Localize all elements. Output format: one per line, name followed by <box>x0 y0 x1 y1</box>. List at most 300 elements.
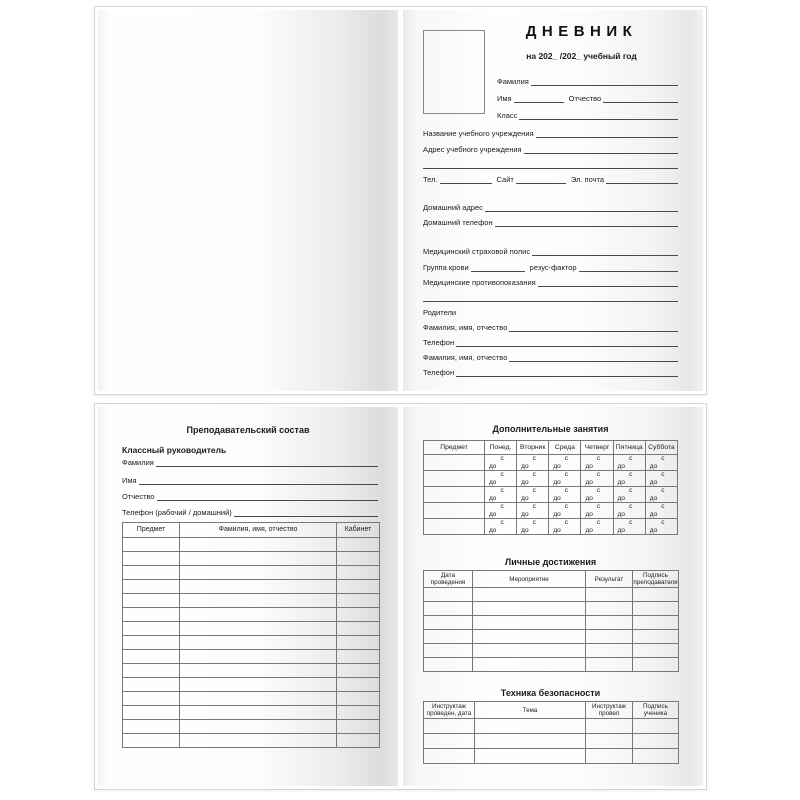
to-label: до <box>617 462 626 470</box>
empty-cell <box>337 636 380 650</box>
time-cell <box>517 503 549 519</box>
empty-cell <box>337 594 380 608</box>
time-cell <box>581 519 613 535</box>
empty-cell <box>633 734 679 749</box>
fill-line <box>536 128 678 138</box>
achievements-table <box>423 570 679 672</box>
time-cell <box>549 455 581 471</box>
column-header: Инструктаж проведен, дата <box>424 702 475 719</box>
empty-cell <box>123 566 180 580</box>
safety-header-row <box>424 702 679 719</box>
column-header: Мероприятие <box>473 571 586 588</box>
teacher-row <box>123 538 380 552</box>
to-label: до <box>489 494 497 502</box>
empty-cell <box>180 678 337 692</box>
field-med-policy <box>423 246 678 256</box>
field-teacher-patronymic <box>122 491 378 501</box>
home-address-label: Домашний адрес <box>423 203 483 212</box>
to-label: до <box>649 494 658 502</box>
teacher-row <box>123 622 380 636</box>
from-label: с <box>661 487 665 495</box>
phone-label: Телефон <box>423 368 455 377</box>
lesson-time-row <box>424 519 678 535</box>
empty-cell <box>337 622 380 636</box>
lesson-time-row <box>424 455 678 471</box>
field-parent1-name <box>423 322 678 332</box>
empty-cell <box>586 719 633 734</box>
empty-cell <box>180 608 337 622</box>
field-teacher-name <box>122 475 378 485</box>
to-label: до <box>521 462 529 470</box>
empty-cell <box>633 616 679 630</box>
additional-lessons-title: Дополнительные занятия <box>492 424 609 434</box>
spread-teachers-extra <box>94 403 707 790</box>
empty-cell <box>424 503 485 519</box>
to-label: до <box>649 462 658 470</box>
empty-cell <box>633 719 679 734</box>
empty-cell <box>180 566 337 580</box>
empty-cell <box>123 552 180 566</box>
empty-cell <box>475 719 586 734</box>
teacher-row <box>123 720 380 734</box>
empty-cell <box>180 650 337 664</box>
time-cell <box>517 487 549 503</box>
to-label: до <box>521 510 529 518</box>
empty-cell <box>424 630 473 644</box>
teacher-row <box>123 608 380 622</box>
to-label: до <box>617 510 626 518</box>
safety-title: Техника безопасности <box>500 688 601 698</box>
to-label: до <box>553 510 561 518</box>
time-cell <box>485 503 517 519</box>
to-label: до <box>521 526 529 534</box>
patronymic-label: Отчество <box>122 492 155 501</box>
fill-line <box>606 174 678 184</box>
time-cell <box>549 503 581 519</box>
field-surname <box>497 76 678 86</box>
column-header: Среда <box>549 441 581 455</box>
from-label: с <box>532 519 536 527</box>
email-label: Эл. почта <box>570 175 605 184</box>
from-label: с <box>629 503 633 511</box>
safety-row <box>424 719 679 734</box>
to-label: до <box>521 494 529 502</box>
time-cell <box>549 471 581 487</box>
from-label: с <box>596 519 601 527</box>
field-blood-group <box>423 262 678 272</box>
fill-line <box>440 174 492 184</box>
from-label: с <box>596 503 601 511</box>
safety-row <box>424 734 679 749</box>
empty-cell <box>180 720 337 734</box>
time-cell <box>581 455 613 471</box>
empty-cell <box>424 487 485 503</box>
empty-cell <box>586 644 633 658</box>
fill-line <box>532 246 678 256</box>
grade-label: Класс <box>497 111 518 120</box>
teacher-row <box>123 734 380 748</box>
empty-cell <box>337 664 380 678</box>
empty-cell <box>586 630 633 644</box>
teacher-row <box>123 664 380 678</box>
empty-cell <box>180 636 337 650</box>
empty-cell <box>337 706 380 720</box>
field-teacher-phone <box>122 507 378 517</box>
teacher-row <box>123 636 380 650</box>
time-cell <box>485 487 517 503</box>
diary-subtitle: на 202_ /202_ учебный год <box>526 51 637 61</box>
teachers-page <box>98 407 398 786</box>
from-label: с <box>629 455 633 463</box>
fill-line <box>456 337 678 347</box>
column-header: Вторник <box>517 441 549 455</box>
column-header: Результат <box>586 571 633 588</box>
rh-factor-label: резус-фактор <box>529 263 577 272</box>
to-label: до <box>585 526 593 534</box>
teachers-table-header-row <box>123 523 380 538</box>
surname-label: Фамилия <box>497 77 529 86</box>
to-label: до <box>521 478 529 486</box>
empty-cell <box>424 719 475 734</box>
parent-name-label: Фамилия, имя, отчество <box>423 323 508 332</box>
empty-cell <box>586 602 633 616</box>
safety-row <box>424 749 679 764</box>
column-header: Понед. <box>485 441 517 455</box>
from-label: с <box>564 519 569 527</box>
fill-line <box>538 277 678 287</box>
empty-cell <box>337 566 380 580</box>
photo-placeholder-box <box>423 30 485 114</box>
field-tel-site-email <box>423 174 678 184</box>
field-school-name <box>423 128 678 138</box>
to-label: до <box>649 526 658 534</box>
empty-cell <box>473 644 586 658</box>
site-label: Сайт <box>496 175 514 184</box>
time-cell <box>645 519 677 535</box>
empty-cell <box>123 594 180 608</box>
teacher-row <box>123 678 380 692</box>
time-cell <box>517 519 549 535</box>
parents-label: Родители <box>423 308 457 317</box>
med-contra-label: Медицинские противопоказания <box>423 278 536 287</box>
to-label: до <box>585 510 593 518</box>
empty-cell <box>337 678 380 692</box>
empty-cell <box>633 588 679 602</box>
field-home-address <box>423 202 678 212</box>
tel-label: Тел. <box>423 175 438 184</box>
empty-cell <box>337 608 380 622</box>
from-label: с <box>596 487 601 495</box>
teacher-row <box>123 706 380 720</box>
field-teacher-surname <box>122 457 378 467</box>
safety-table <box>423 701 679 764</box>
surname-label: Фамилия <box>122 458 154 467</box>
to-label: до <box>617 494 626 502</box>
column-header: Фамилия, имя, отчество <box>180 523 337 538</box>
spread-title <box>94 6 707 395</box>
teacher-row <box>123 566 380 580</box>
field-school-address-line2 <box>423 159 678 169</box>
empty-cell <box>123 706 180 720</box>
achievements-header-row <box>424 571 679 588</box>
empty-cell <box>424 602 473 616</box>
time-cell <box>485 471 517 487</box>
achievement-row <box>424 616 679 630</box>
from-label: с <box>532 471 536 479</box>
empty-cell <box>180 580 337 594</box>
empty-cell <box>633 602 679 616</box>
fill-line <box>485 202 678 212</box>
teachers-table <box>122 522 380 748</box>
fill-line <box>156 457 378 467</box>
empty-cell <box>337 538 380 552</box>
to-label: до <box>489 510 497 518</box>
time-cell <box>549 487 581 503</box>
field-name-patronymic <box>497 93 678 103</box>
time-cell <box>645 455 677 471</box>
column-header: Кабинет <box>337 523 380 538</box>
empty-cell <box>475 749 586 764</box>
field-home-phone <box>423 217 678 227</box>
lesson-time-row <box>424 487 678 503</box>
from-label: с <box>596 471 601 479</box>
empty-cell <box>633 630 679 644</box>
patronymic-label: Отчество <box>568 94 602 103</box>
school-name-label: Название учебного учреждения <box>423 129 534 138</box>
empty-cell <box>180 734 337 748</box>
to-label: до <box>489 526 497 534</box>
blank-page <box>98 10 398 391</box>
time-cell <box>645 471 677 487</box>
med-policy-label: Медицинский страховой полис <box>423 247 531 256</box>
additional-lessons-table <box>423 440 678 535</box>
empty-cell <box>586 658 633 672</box>
empty-cell <box>337 720 380 734</box>
fill-line <box>514 93 564 103</box>
empty-cell <box>424 588 473 602</box>
column-header: Четверг <box>581 441 613 455</box>
from-label: с <box>596 455 601 463</box>
empty-cell <box>424 471 485 487</box>
time-cell <box>517 471 549 487</box>
achievements-title: Личные достижения <box>504 557 597 567</box>
achievement-row <box>424 602 679 616</box>
time-cell <box>613 503 645 519</box>
empty-cell <box>123 678 180 692</box>
from-label: с <box>564 503 569 511</box>
field-grade <box>497 110 678 120</box>
lessons-header-row <box>424 441 678 455</box>
empty-cell <box>123 608 180 622</box>
time-cell <box>581 503 613 519</box>
empty-cell <box>337 692 380 706</box>
fill-line <box>579 262 678 272</box>
fill-line <box>139 475 378 485</box>
empty-cell <box>424 519 485 535</box>
from-label: с <box>564 471 569 479</box>
to-label: до <box>585 478 593 486</box>
to-label: до <box>553 462 561 470</box>
column-header: Инструктаж провел <box>586 702 633 719</box>
empty-cell <box>586 734 633 749</box>
to-label: до <box>617 526 626 534</box>
empty-cell <box>633 658 679 672</box>
empty-cell <box>123 720 180 734</box>
time-cell <box>613 471 645 487</box>
from-label: с <box>532 487 536 495</box>
lesson-time-row <box>424 471 678 487</box>
empty-cell <box>123 538 180 552</box>
achievement-row <box>424 658 679 672</box>
empty-cell <box>424 644 473 658</box>
from-label: с <box>564 455 569 463</box>
empty-cell <box>473 616 586 630</box>
teacher-row <box>123 552 380 566</box>
empty-cell <box>424 455 485 471</box>
empty-cell <box>586 749 633 764</box>
column-header: Пятница <box>613 441 645 455</box>
empty-cell <box>424 734 475 749</box>
empty-cell <box>123 692 180 706</box>
empty-cell <box>123 636 180 650</box>
fill-line <box>423 292 678 302</box>
first-name-label: Имя <box>497 94 512 103</box>
empty-cell <box>123 580 180 594</box>
to-label: до <box>553 494 561 502</box>
diary-title: ДНЕВНИК <box>525 23 638 40</box>
from-label: с <box>629 487 633 495</box>
field-parent1-phone <box>423 337 678 347</box>
fill-line <box>471 262 525 272</box>
from-label: с <box>532 503 536 511</box>
achievement-row <box>424 630 679 644</box>
teacher-row <box>123 580 380 594</box>
empty-cell <box>123 734 180 748</box>
time-cell <box>517 455 549 471</box>
to-label: до <box>585 462 593 470</box>
column-header: Предмет <box>123 523 180 538</box>
from-label: с <box>661 519 665 527</box>
empty-cell <box>473 602 586 616</box>
to-label: до <box>553 526 561 534</box>
from-label: с <box>500 503 504 511</box>
fill-line <box>456 367 678 377</box>
time-cell <box>613 487 645 503</box>
time-cell <box>581 487 613 503</box>
time-cell <box>581 471 613 487</box>
to-label: до <box>649 478 658 486</box>
empty-cell <box>180 692 337 706</box>
field-med-contra <box>423 277 678 287</box>
from-label: с <box>564 487 569 495</box>
field-school-address <box>423 144 678 154</box>
fill-line <box>603 93 678 103</box>
column-header: Дата проведения <box>424 571 473 588</box>
empty-cell <box>180 538 337 552</box>
from-label: с <box>500 455 504 463</box>
lesson-time-row <box>424 503 678 519</box>
empty-cell <box>586 588 633 602</box>
time-cell <box>613 455 645 471</box>
field-med-contra-line2 <box>423 292 678 302</box>
from-label: с <box>661 455 665 463</box>
empty-cell <box>180 594 337 608</box>
empty-cell <box>633 644 679 658</box>
empty-cell <box>337 650 380 664</box>
teacher-row <box>123 650 380 664</box>
phone-label: Телефон <box>423 338 455 347</box>
to-label: до <box>553 478 561 486</box>
extra-page <box>403 407 703 786</box>
empty-cell <box>123 650 180 664</box>
achievement-row <box>424 588 679 602</box>
class-teacher-heading: Классный руководитель <box>122 445 227 455</box>
column-header: Подпись ученика <box>633 702 679 719</box>
time-cell <box>485 519 517 535</box>
time-cell <box>613 519 645 535</box>
empty-cell <box>424 616 473 630</box>
empty-cell <box>123 664 180 678</box>
first-name-label: Имя <box>122 476 137 485</box>
empty-cell <box>473 658 586 672</box>
empty-cell <box>337 552 380 566</box>
from-label: с <box>500 487 504 495</box>
to-label: до <box>649 510 658 518</box>
time-cell <box>645 487 677 503</box>
diary-title-page <box>403 10 703 391</box>
fill-line <box>234 507 378 517</box>
to-label: до <box>489 478 497 486</box>
from-label: с <box>629 471 633 479</box>
to-label: до <box>489 462 497 470</box>
fill-line <box>516 174 566 184</box>
blood-group-label: Группа крови <box>423 263 469 272</box>
fill-line <box>495 217 678 227</box>
teachers-title: Преподавательский состав <box>186 425 310 435</box>
home-phone-label: Домашний телефон <box>423 218 493 227</box>
from-label: с <box>661 471 665 479</box>
from-label: с <box>500 471 504 479</box>
field-parent2-phone <box>423 367 678 377</box>
fill-line <box>531 76 678 86</box>
from-label: с <box>500 519 504 527</box>
from-label: с <box>661 503 665 511</box>
fill-line <box>509 352 678 362</box>
column-header: Подпись преподавателя <box>633 572 678 586</box>
empty-cell <box>337 734 380 748</box>
empty-cell <box>473 588 586 602</box>
from-label: с <box>532 455 536 463</box>
fill-line <box>509 322 678 332</box>
empty-cell <box>475 734 586 749</box>
column-header: Тема <box>475 702 586 719</box>
parent-name-label: Фамилия, имя, отчество <box>423 353 508 362</box>
teacher-row <box>123 594 380 608</box>
empty-cell <box>180 706 337 720</box>
empty-cell <box>180 664 337 678</box>
empty-cell <box>424 749 475 764</box>
empty-cell <box>180 622 337 636</box>
achievement-row <box>424 644 679 658</box>
fill-line <box>157 491 378 501</box>
fill-line <box>524 144 678 154</box>
from-label: с <box>629 519 633 527</box>
fill-line <box>423 159 678 169</box>
empty-cell <box>473 630 586 644</box>
empty-cell <box>123 622 180 636</box>
to-label: до <box>617 478 626 486</box>
field-parent2-name <box>423 352 678 362</box>
